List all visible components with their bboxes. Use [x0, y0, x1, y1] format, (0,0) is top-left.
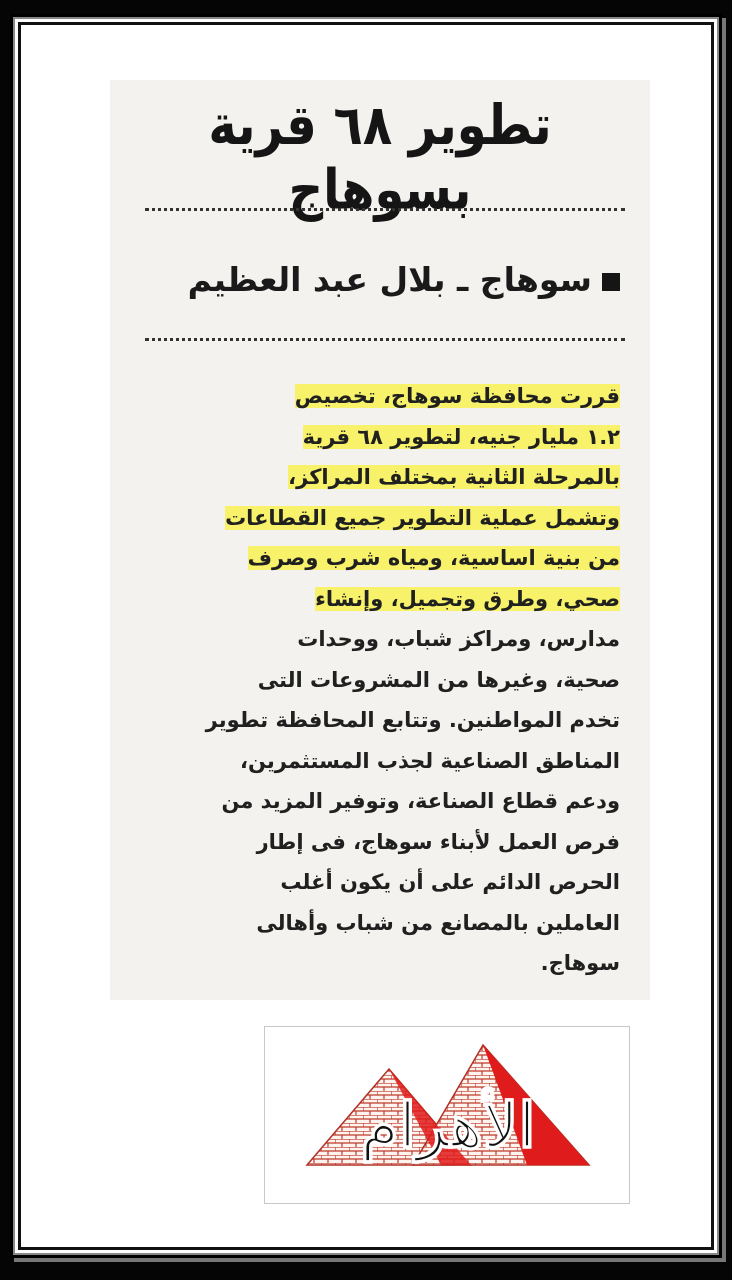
article-body-line: مدارس، ومراكز شباب، ووحدات [297, 627, 620, 651]
article-body-line: العاملين بالمصانع من شباب وأهالى [256, 910, 620, 935]
article-body-line: تخدم المواطنين. وتتابع المحافظة تطوير [205, 708, 620, 732]
article-body-line: فرص العمل لأبناء سوهاج، فى إطار [256, 829, 620, 854]
dotted-divider [145, 338, 625, 341]
highlighted-text: وتشمل عملية التطوير جميع القطاعات [225, 505, 620, 530]
highlighted-text: ١.٢ مليار جنيه، لتطوير ٦٨ قرية [302, 424, 620, 449]
ahram-logo [264, 1026, 630, 1204]
highlighted-text: قررت محافظة سوهاج، تخصيص [294, 384, 620, 408]
bullet-square-icon [602, 273, 620, 291]
article-body-line: صحية، وغيرها من المشروعات التى [257, 667, 620, 692]
article-body-line [138, 498, 620, 539]
article-body-line [138, 457, 620, 498]
article-body-line [138, 579, 620, 620]
article-body [138, 376, 620, 984]
article-byline [188, 260, 620, 299]
logo-wordmark: الأهرام [360, 1089, 536, 1162]
highlighted-text: بالمرحلة الثانية بمختلف المراكز، [288, 465, 620, 489]
article-headline: تطوير ٦٨ قرية بسوهاج [208, 93, 552, 223]
highlighted-text: صحي، وطرق وتجميل، وإنشاء [315, 586, 620, 611]
dotted-divider [145, 208, 625, 211]
article-body-line: ودعم قطاع الصناعة، وتوفير المزيد من [221, 789, 620, 813]
article-body-line [138, 417, 620, 458]
article-body-line: المناطق الصناعية لجذب المستثمرين، [240, 748, 620, 773]
newspaper-clipping [110, 80, 650, 1000]
article-body-line [138, 538, 620, 579]
article-body-line: سوهاج. [540, 951, 620, 975]
highlighted-text: من بنية اساسية، ومياه شرب وصرف [247, 546, 620, 570]
byline-text: سوهاج ـ بلال عبد العظيم [187, 260, 592, 299]
article-body-line [138, 376, 620, 417]
article-body-line: الحرص الدائم على أن يكون أغلب [280, 870, 620, 894]
pyramid-logo-icon [265, 1027, 631, 1205]
